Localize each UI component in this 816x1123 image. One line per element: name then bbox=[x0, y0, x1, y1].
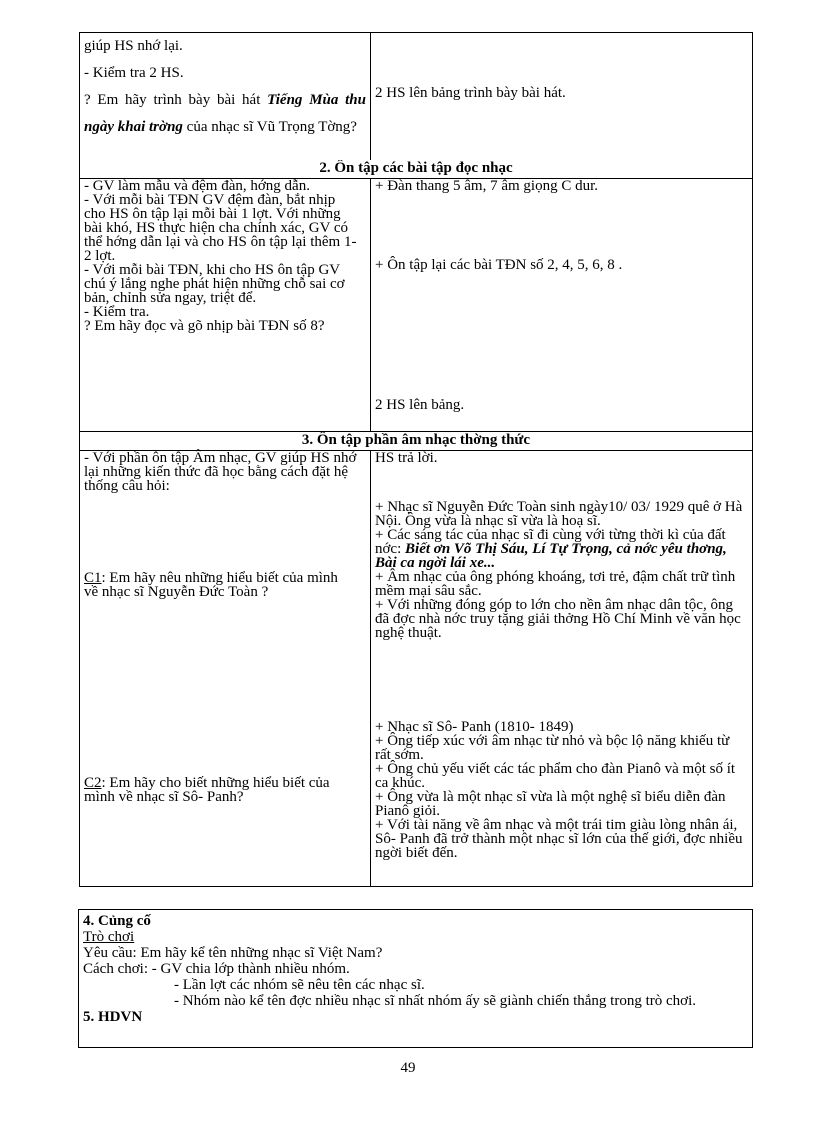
theory-left-cell bbox=[80, 451, 371, 886]
question-c2-label: C2 bbox=[84, 775, 102, 791]
reading-left-line: - Với mỗi bài TĐN GV đệm đàn, bắt nhịp cho HS ôn tập lại mỗi bài 1 lợt. Với những bài khó, HS thực hiện cha chính xác, GV có thể hớng dẫn lại và cho HS ôn tập lại thêm 1- 2 lợt. bbox=[84, 192, 357, 264]
answer-line: + Âm nhạc của ông phóng khoáng, tơi trẻ, đậm chất trữ tình mềm mại sâu sắc. bbox=[375, 569, 736, 599]
theory-right-cell bbox=[371, 451, 752, 886]
answer-line: + Ông tiếp xúc với âm nhạc từ nhỏ và bộc lộ năng khiếu từ rất sớm. bbox=[375, 733, 730, 763]
reading-left-line: - Kiểm tra. bbox=[84, 304, 150, 320]
lesson-table bbox=[79, 32, 753, 887]
section-3-title: 3. Ôn tập phần âm nhạc thờng thức bbox=[80, 431, 752, 451]
table-row-review bbox=[80, 33, 752, 160]
theory-answers-toan bbox=[375, 500, 748, 640]
reading-right-line: + Đàn thang 5 âm, 7 âm giọng C dur. bbox=[375, 178, 599, 194]
song-list: Biết ơn Võ Thị Sáu, Lí Tự Trọng, cả nớc yêu thơng, Bài ca ngời lái xe... bbox=[375, 541, 727, 571]
game-rule: - Nhóm nào kể tên đợc nhiều nhạc sĩ nhất nhóm ấy sẽ giành chiến thắng trong trò chơi. bbox=[174, 993, 696, 1009]
table-row-theory bbox=[80, 451, 752, 886]
review-left-cell bbox=[80, 33, 371, 160]
game-rule: - Lần lợt các nhóm sẽ nêu tên các nhạc sĩ. bbox=[174, 977, 425, 993]
question-c1: C1: Em hãy nêu những hiểu biết của mình về nhạc sĩ Nguyễn Đức Toàn ? bbox=[84, 570, 338, 600]
reading-left-line: ? Em hãy đọc và gõ nhịp bài TĐN số 8? bbox=[84, 318, 325, 334]
theory-intro: - Với phần ôn tập Âm nhạc, GV giúp HS nhớ lại những kiến thức đã học bằng cách đặt hệ thống câu hỏi: bbox=[84, 450, 357, 494]
hdvn-heading: 5. HDVN bbox=[83, 1009, 143, 1025]
reading-right-line: + Ôn tập lại các bài TĐN số 2, 4, 5, 6, 8 . bbox=[375, 257, 623, 273]
review-left-line: giúp HS nhớ lại. bbox=[84, 38, 183, 54]
game-label: Trò chơi bbox=[83, 929, 135, 945]
page-number: 49 bbox=[400, 1060, 416, 1076]
review-right-cell bbox=[371, 33, 752, 160]
question-c2: C2: Em hãy cho biết những hiểu biết của mình về nhạc sĩ Sô- Panh? bbox=[84, 775, 330, 805]
answer-line: + Với những đóng góp to lớn cho nền âm nhạc dân tộc, ông đã đợc nhà nớc truy tặng giải thởng Hồ Chí Minh về văn học nghệ thuật. bbox=[375, 597, 741, 641]
consolidation-box bbox=[78, 909, 753, 1048]
reading-left-cell bbox=[80, 179, 371, 431]
answer-line: + Ông chủ yếu viết các tác phẩm cho đàn Pianô và một số ít ca khúc. bbox=[375, 761, 736, 791]
theory-answer-intro: HS trả lời. bbox=[375, 450, 438, 466]
table-row-reading bbox=[80, 179, 752, 431]
answer-line: + Với tài năng về âm nhạc và một trái tim giàu lòng nhân ái, Sô- Panh đã trở thành một nhạc sĩ lớn của thế giới, đợc nhiều ngời biết đến. bbox=[375, 817, 743, 861]
answer-line: + Nhạc sĩ Nguyễn Đức Toàn sinh ngày10/ 03/ 1929 quê ở Hà Nội. Ông vừa là nhạc sĩ vừa là hoạ sĩ. bbox=[375, 499, 743, 529]
consolidation-heading: 4. Củng cố bbox=[83, 913, 151, 929]
review-left-line: - Kiểm tra 2 HS. bbox=[84, 65, 184, 81]
review-right-text: 2 HS lên bảng trình bày bài hát. bbox=[375, 84, 566, 101]
theory-answers-chopin bbox=[375, 720, 748, 860]
answer-line: + Nhạc sĩ Sô- Panh (1810- 1849) bbox=[375, 719, 574, 735]
reading-left-line: - GV làm mẫu và đệm đàn, hớng dẫn. bbox=[84, 178, 310, 194]
section-2-title: 2. Ôn tập các bài tập đọc nhạc bbox=[80, 160, 752, 179]
answer-line: + Các sáng tác của nhạc sĩ đi cùng với từng thời kì của đất nớc: Biết ơn Võ Thị Sáu, Lí Tự Trọng, cả nớc yêu thơng, Bài ca ngời lái xe... bbox=[375, 527, 727, 571]
game-request: Yêu cầu: Em hãy kể tên những nhạc sĩ Việt Nam? bbox=[83, 945, 383, 961]
song-title: Tiếng Mùa thu ngày khai trờng bbox=[84, 92, 366, 135]
reading-right-line: 2 HS lên bảng. bbox=[375, 397, 465, 413]
game-rule: Cách chơi: - GV chia lớp thành nhiều nhóm. bbox=[83, 961, 350, 977]
answer-line: + Ông vừa là một nhạc sĩ vừa là một nghệ sĩ biểu diễn đàn Pianô giỏi. bbox=[375, 789, 726, 819]
question-c1-label: C1 bbox=[84, 570, 102, 586]
reading-left-line: - Với mỗi bài TĐN, khi cho HS ôn tập GV chú ý lắng nghe phát hiện những chỗ sai cơ bản, chỉnh sửa ngay, triệt để. bbox=[84, 262, 345, 306]
reading-right-cell bbox=[371, 179, 752, 431]
review-question: ? Em hãy trình bày bài hát Tiếng Mùa thu ngày khai trờng của nhạc sĩ Vũ Trọng Tờng? bbox=[84, 92, 366, 135]
